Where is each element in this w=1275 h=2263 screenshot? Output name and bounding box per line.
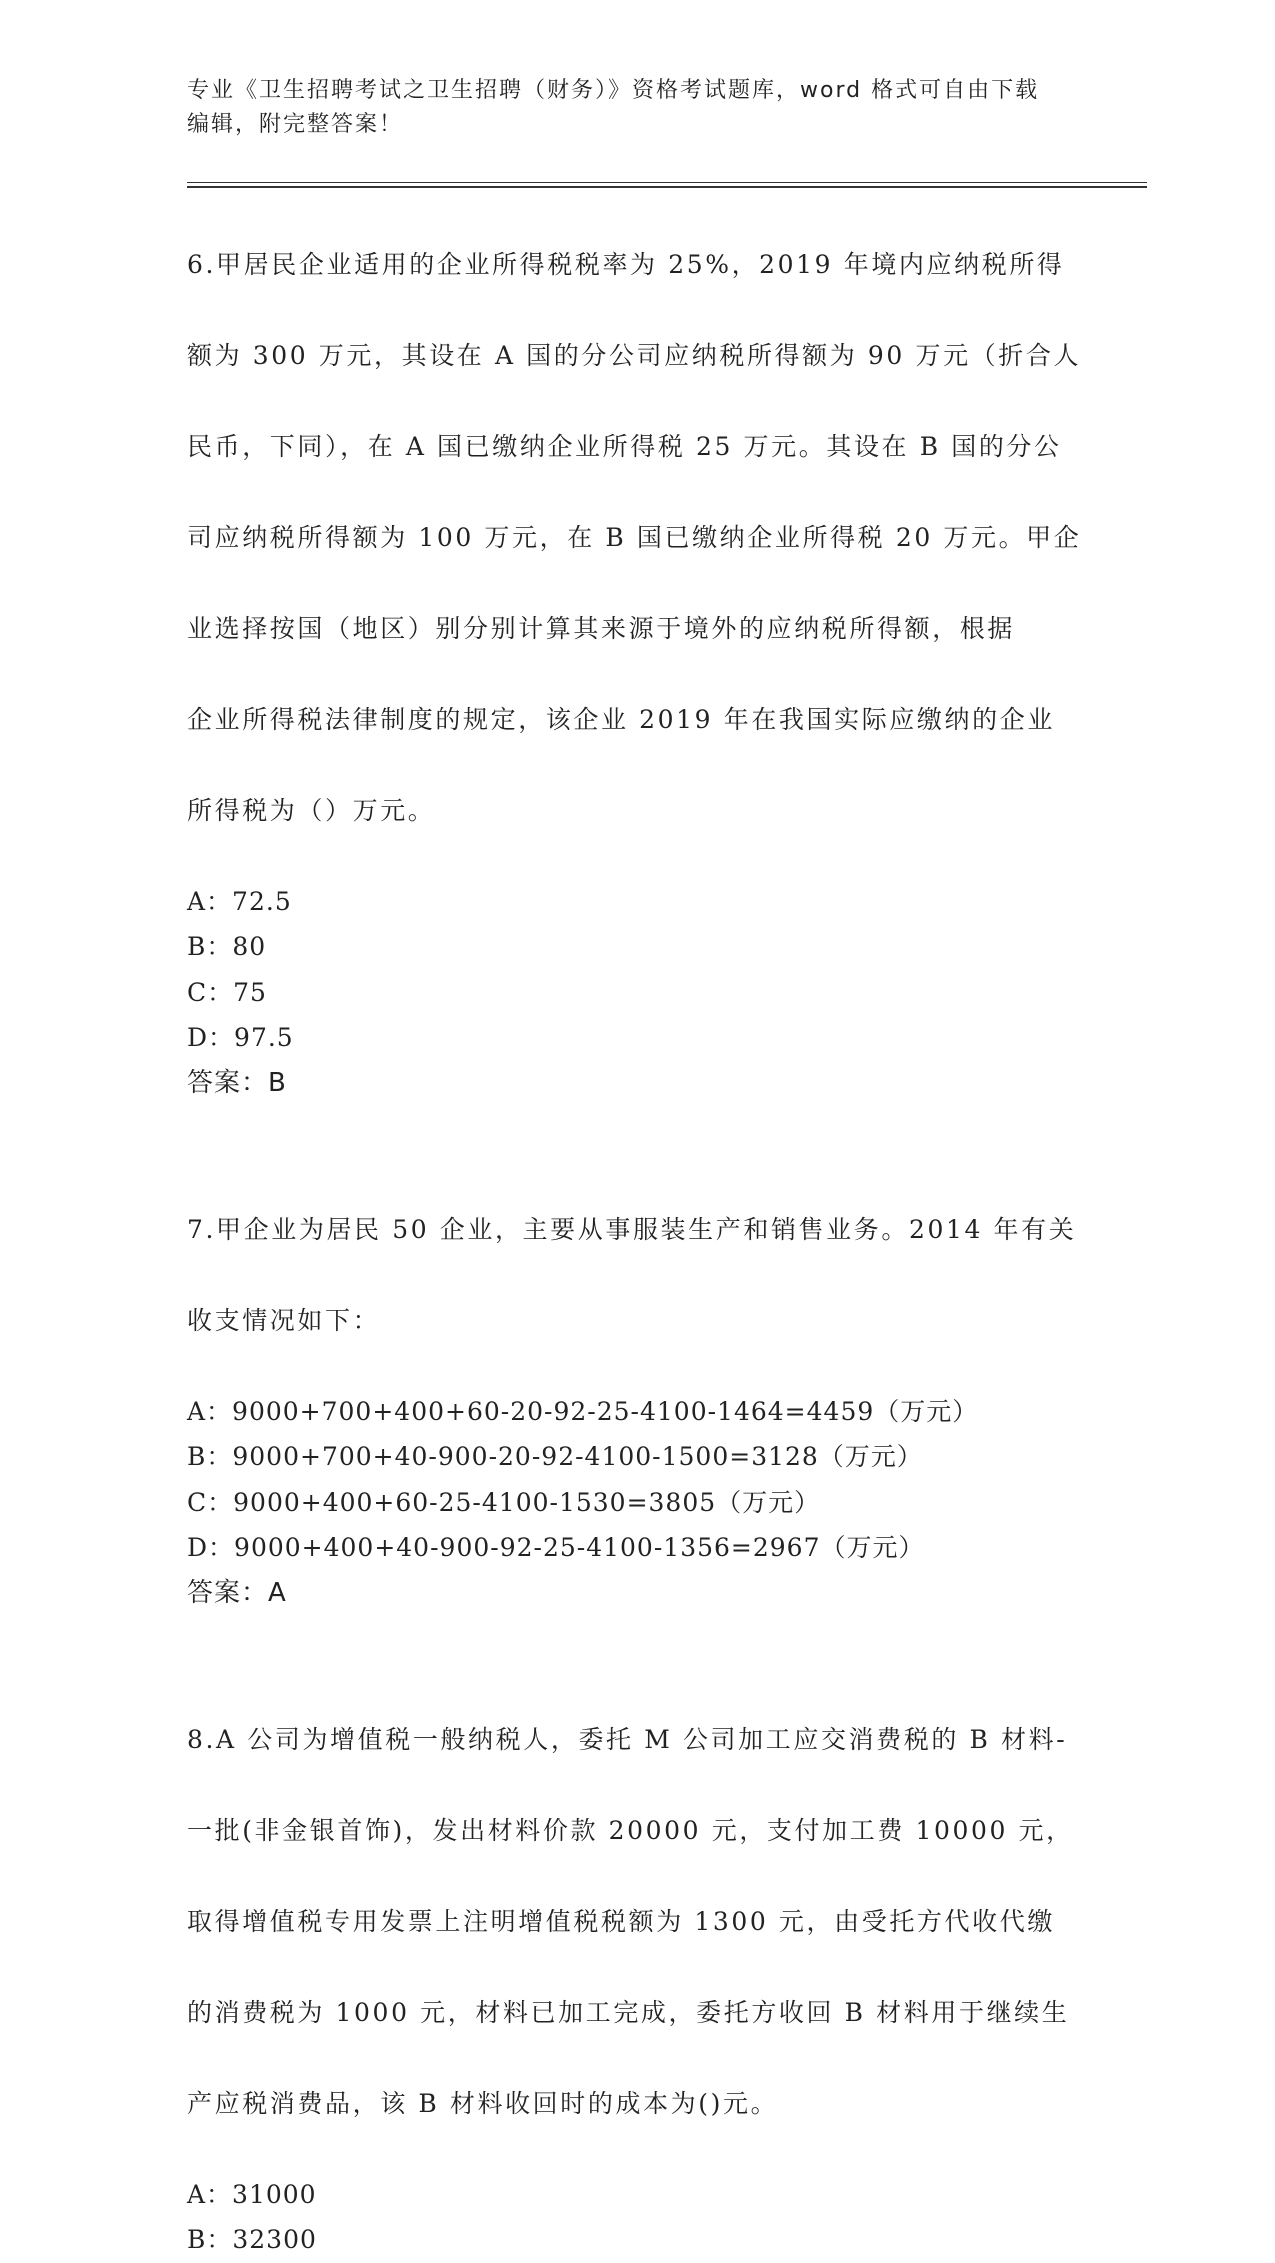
spacer (187, 1616, 1147, 1663)
option-d: D：97.5 (187, 1023, 294, 1052)
question-line: 6.甲居民企业适用的企业所得税税率为 25%，2019 年境内应纳税所得 (187, 249, 1065, 279)
option-a: A：72.5 (187, 886, 292, 916)
header-line-1: 专业《卫生招聘考试之卫生招聘（财务）》资格考试题库，word 格式可自由下载 (187, 78, 1040, 103)
question-8 (187, 1671, 1147, 2263)
question-6 (187, 196, 1147, 1106)
option-d: D：9000+400+40-900-92-25-4100-1356=2967（万元） (187, 1533, 925, 1562)
question-line: 产应税消费品，该 B 材料收回时的成本为()元。 (187, 2088, 779, 2118)
question-text (187, 196, 1147, 879)
question-text (187, 1161, 1147, 1389)
option-b: B：80 (187, 932, 267, 961)
question-line: 7.甲企业为居民 50 企业，主要从事服装生产和销售业务。2014 年有关 (187, 1214, 1077, 1244)
header-line-2: 编辑，附完整答案！ (187, 112, 404, 137)
question-line: 企业所得税法律制度的规定，该企业 2019 年在我国实际应缴纳的企业 (187, 704, 1055, 734)
option-c: C：9000+400+60-25-4100-1530=3805（万元） (187, 1487, 821, 1517)
question-line: 8.A 公司为增值税一般纳税人，委托 M 公司加工应交消费税的 B 材料- (187, 1724, 1068, 1754)
question-line: 额为 300 万元，其设在 A 国的分公司应纳税所得额为 90 万元（折合人 (187, 340, 1082, 370)
question-line: 司应纳税所得额为 100 万元，在 B 国已缴纳企业所得税 20 万元。甲企 (187, 522, 1082, 552)
header-divider-thin (187, 182, 1147, 183)
question-line: 一批(非金银首饰)，发出材料价款 20000 元，支付加工费 10000 元， (187, 1815, 1074, 1845)
header-divider-thick (187, 186, 1147, 188)
option-b: B：9000+700+40-900-20-92-4100-1500=3128（万元） (187, 1442, 923, 1471)
answer-label: 答案：A (187, 1577, 287, 1608)
question-line: 民币，下同），在 A 国已缴纳企业所得税 25 万元。其设在 B 国的分公 (187, 431, 1062, 461)
option-c: C：75 (187, 977, 267, 1007)
question-text (187, 1671, 1147, 2172)
question-line: 取得增值税专用发票上注明增值税税额为 1300 元，由受托方代收代缴 (187, 1906, 1055, 1936)
option-a: A：31000 (187, 2179, 317, 2209)
question-line: 业选择按国（地区）别分别计算其来源于境外的应纳税所得额，根据 (187, 613, 1016, 643)
option-b: B：32300 (187, 2225, 317, 2254)
question-line: 收支情况如下： (187, 1305, 381, 1335)
question-line: 的消费税为 1000 元，材料已加工完成，委托方收回 B 材料用于继续生 (187, 1997, 1070, 2027)
question-line: 所得税为（）万元。 (187, 795, 436, 825)
question-7 (187, 1161, 1147, 1616)
document-page (187, 74, 1147, 2263)
document-header (187, 74, 1147, 142)
spacer (187, 1106, 1147, 1153)
option-a: A：9000+700+400+60-20-92-25-4100-1464=4459（万元） (187, 1396, 979, 1426)
answer-label: 答案：B (187, 1067, 287, 1098)
